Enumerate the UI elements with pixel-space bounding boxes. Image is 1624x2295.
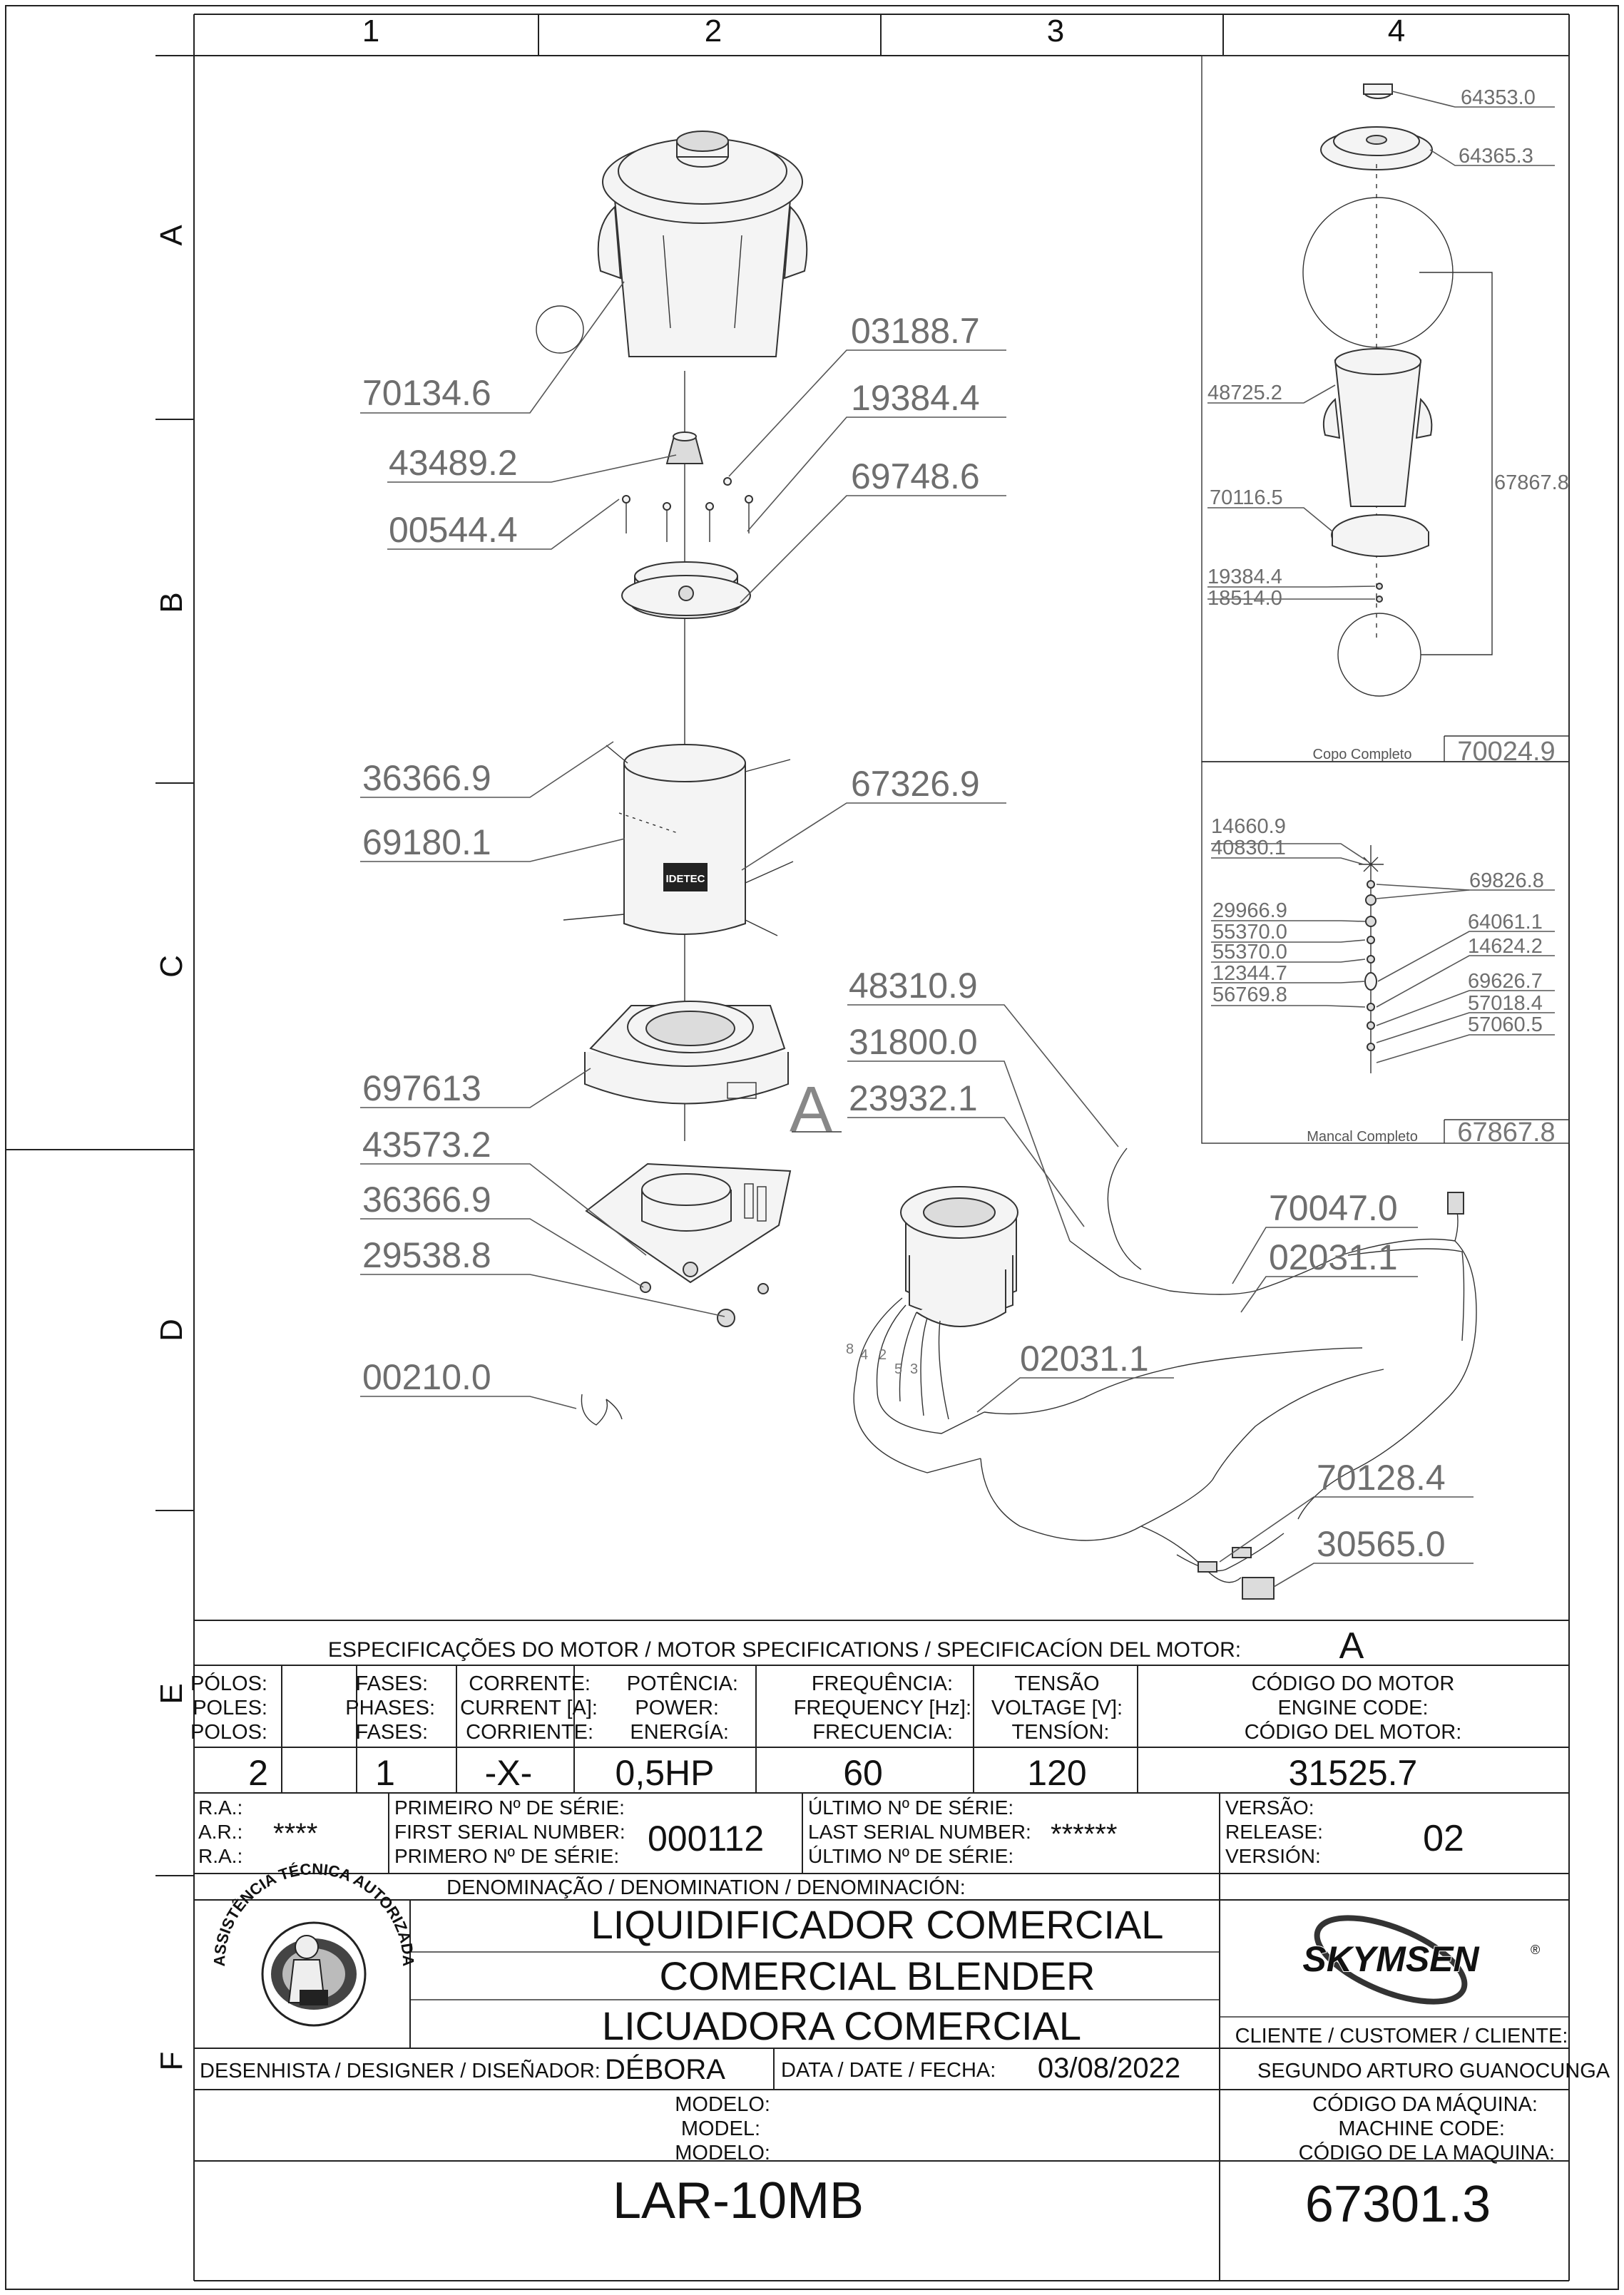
grid-row-f: F <box>154 2051 189 2071</box>
motor-spec-title-value: A <box>1339 1625 1364 1667</box>
svg-text:TENSÃO: TENSÃO <box>1014 1672 1100 1695</box>
svg-text:POLOS:: POLOS: <box>190 1721 267 1744</box>
mancal-callout-64061-1: 64061.1 <box>1468 911 1543 934</box>
grid-row-d: D <box>154 1319 189 1341</box>
product-name-en: COMERCIAL BLENDER <box>659 1953 1096 1998</box>
grid-row-c: C <box>154 955 189 978</box>
motor-spec-title: ESPECIFICAÇÕES DO MOTOR / MOTOR SPECIFICATIONS / SPECIFICACÍON DEL MOTOR: <box>327 1638 1242 1662</box>
mancal-callout-69826-8: 69826.8 <box>1469 869 1544 892</box>
svg-text:MODEL:: MODEL: <box>680 2117 760 2140</box>
model-value: LAR-10MB <box>612 2172 864 2229</box>
svg-text:CÓDIGO DA MÁQUINA:: CÓDIGO DA MÁQUINA: <box>1312 2093 1538 2116</box>
mancal-callout-14624-2: 14624.2 <box>1468 935 1543 958</box>
grid-column-1: 1 <box>362 14 380 48</box>
callout-02031-1: 02031.1 <box>1269 1237 1398 1277</box>
mancal-callout-69626-7: 69626.7 <box>1468 970 1543 993</box>
spec-value-current: -X- <box>484 1753 533 1793</box>
svg-text:ÚLTIMO Nº DE SÉRIE:: ÚLTIMO Nº DE SÉRIE: <box>808 1796 1014 1819</box>
svg-text:POTÊNCIA:: POTÊNCIA: <box>626 1672 738 1695</box>
svg-text:FASES:: FASES: <box>355 1721 428 1744</box>
svg-text:LAST SERIAL NUMBER:: LAST SERIAL NUMBER: <box>808 1821 1031 1843</box>
wire-number-5: 5 <box>894 1361 903 1377</box>
mancal-callout-55370-0-b: 55370.0 <box>1212 941 1287 964</box>
wire-number-8: 8 <box>846 1341 854 1357</box>
svg-text:CORRIENTE:: CORRIENTE: <box>466 1721 593 1744</box>
callout-00210-0: 00210.0 <box>362 1357 491 1397</box>
copo-callout-48725-2: 48725.2 <box>1207 382 1282 404</box>
first-serial-value: 000112 <box>648 1819 765 1859</box>
mancal-callout-29966-9: 29966.9 <box>1212 899 1287 922</box>
callout-697613: 697613 <box>362 1068 481 1108</box>
svg-text:PHASES:: PHASES: <box>345 1697 435 1719</box>
callout-23932-1: 23932.1 <box>849 1078 978 1118</box>
svg-text:PRIMEIRO Nº DE SÉRIE:: PRIMEIRO Nº DE SÉRIE: <box>394 1796 625 1819</box>
callout-19384-4: 19384.4 <box>851 378 980 418</box>
blender-jar <box>598 131 807 357</box>
svg-text:CÓDIGO DE LA MAQUINA:: CÓDIGO DE LA MAQUINA: <box>1298 2142 1555 2164</box>
wire-number-4: 4 <box>860 1347 869 1363</box>
svg-text:ÚLTIMO Nº DE SÉRIE:: ÚLTIMO Nº DE SÉRIE: <box>808 1845 1014 1867</box>
section-mark-a: A <box>789 1074 833 1145</box>
date-label: DATA / DATE / FECHA: <box>781 2059 996 2082</box>
svg-text:CURRENT [A]:: CURRENT [A]: <box>460 1697 598 1719</box>
copo-callout-19384-4: 19384.4 <box>1207 566 1282 588</box>
svg-text:FREQUENCY [Hz]:: FREQUENCY [Hz]: <box>793 1697 971 1719</box>
svg-text:MODELO:: MODELO: <box>675 2093 770 2116</box>
grid-row-b: B <box>154 592 189 613</box>
callout-67326-9: 67326.9 <box>851 764 980 804</box>
svg-text:FRECUENCIA:: FRECUENCIA: <box>812 1721 953 1744</box>
grid-column-3: 3 <box>1046 14 1065 48</box>
svg-text:R.A.:: R.A.: <box>198 1796 243 1819</box>
mancal-callout-56769-8: 56769.8 <box>1212 983 1287 1006</box>
power-plug <box>1448 1192 1464 1214</box>
svg-text:FREQUÊNCIA:: FREQUÊNCIA: <box>811 1672 953 1695</box>
spec-value-frequency: 60 <box>843 1753 883 1793</box>
spec-value-voltage: 120 <box>1027 1753 1087 1793</box>
mancal-completo-code: 67867.8 <box>1457 1118 1556 1148</box>
mancal-callout-40830-1: 40830.1 <box>1211 837 1286 859</box>
callout-43489-2: 43489.2 <box>389 443 518 483</box>
set-screw <box>724 478 731 485</box>
copo-completo-caption: Copo Completo <box>1312 747 1412 762</box>
svg-text:CORRENTE:: CORRENTE: <box>469 1672 591 1695</box>
callout-36366-9-b: 36366.9 <box>362 1180 491 1220</box>
date-value: 03/08/2022 <box>1037 2053 1181 2084</box>
svg-text:MACHINE CODE:: MACHINE CODE: <box>1338 2117 1505 2140</box>
grid-row-e: E <box>154 1683 189 1704</box>
svg-text:RELEASE:: RELEASE: <box>1225 1821 1323 1843</box>
copo-callout-64365-3: 64365.3 <box>1459 145 1533 168</box>
svg-text:POWER:: POWER: <box>635 1697 719 1719</box>
svg-text:PÓLOS:: PÓLOS: <box>190 1672 267 1695</box>
mancal-callout-57060-5: 57060.5 <box>1468 1013 1543 1036</box>
svg-text:VERSÃO:: VERSÃO: <box>1225 1796 1314 1819</box>
mancal-callout-55370-0: 55370.0 <box>1212 921 1287 944</box>
svg-text:ENGINE CODE:: ENGINE CODE: <box>1277 1697 1429 1719</box>
switch-button <box>1242 1578 1274 1599</box>
callout-70128-4: 70128.4 <box>1317 1458 1446 1498</box>
spec-value-engine-code: 31525.7 <box>1288 1753 1418 1793</box>
svg-text:FIRST SERIAL NUMBER:: FIRST SERIAL NUMBER: <box>394 1821 625 1843</box>
brand-name: SKYMSEN <box>1302 1939 1479 1979</box>
callout-70047-0: 70047.0 <box>1269 1188 1398 1228</box>
copo-callout-67867-8: 67867.8 <box>1494 471 1569 494</box>
rubber-foot <box>717 1309 735 1327</box>
svg-text:TENSÍON:: TENSÍON: <box>1011 1721 1110 1744</box>
callout-29538-8: 29538.8 <box>362 1235 491 1275</box>
svg-text:POLES:: POLES: <box>193 1697 267 1719</box>
svg-text:A.R.:: A.R.: <box>198 1821 243 1843</box>
svg-text:CÓDIGO DO MOTOR: CÓDIGO DO MOTOR <box>1251 1672 1455 1695</box>
copo-callout-70116-5: 70116.5 <box>1210 486 1283 509</box>
callout-31800-0: 31800.0 <box>849 1022 978 1062</box>
mancal-callout-12344-7: 12344.7 <box>1212 962 1287 985</box>
copo-callout-64353-0: 64353.0 <box>1461 86 1536 109</box>
spec-value-phases: 1 <box>375 1753 395 1793</box>
svg-text:R.A.:: R.A.: <box>198 1845 243 1867</box>
copo-callout-18514-0: 18514.0 <box>1207 587 1282 610</box>
mancal-callout-57018-4: 57018.4 <box>1468 992 1543 1015</box>
callout-48310-9: 48310.9 <box>849 966 978 1006</box>
seal-text: ASSISTÊNCIA TÉCNICA AUTORIZADA <box>210 1860 418 1967</box>
callout-30565-0: 30565.0 <box>1317 1524 1446 1564</box>
wire-number-3: 3 <box>910 1361 919 1377</box>
wire-number-2: 2 <box>879 1347 887 1363</box>
svg-text:PRIMERO Nº DE SÉRIE:: PRIMERO Nº DE SÉRIE: <box>394 1845 620 1867</box>
jar-base-plate <box>622 562 750 618</box>
spec-value-power: 0,5HP <box>615 1753 715 1793</box>
svg-text:VERSIÓN:: VERSIÓN: <box>1225 1845 1321 1867</box>
brand-registered-mark: ® <box>1531 1943 1541 1957</box>
housing-logo: IDETEC <box>665 873 705 885</box>
machine-code-value: 67301.3 <box>1304 2176 1491 2233</box>
svg-text:CÓDIGO DEL MOTOR:: CÓDIGO DEL MOTOR: <box>1244 1721 1462 1744</box>
ra-value: **** <box>273 1818 318 1849</box>
callout-69180-1: 69180.1 <box>362 822 491 862</box>
grid-column-4: 4 <box>1387 14 1406 48</box>
callout-43573-2: 43573.2 <box>362 1125 491 1165</box>
copo-completo-code: 70024.9 <box>1457 737 1556 767</box>
grid-column-2: 2 <box>704 14 722 48</box>
denomination-label: DENOMINAÇÃO / DENOMINATION / DENOMINACIÓN: <box>446 1876 966 1899</box>
designer-label: DESENHISTA / DESIGNER / DISEÑADOR: <box>200 2060 601 2082</box>
callout-03188-7: 03188.7 <box>851 311 980 351</box>
svg-text:VOLTAGE [V]:: VOLTAGE [V]: <box>991 1697 1123 1719</box>
designer-value: DÉBORA <box>605 2054 725 2085</box>
mancal-completo-caption: Mancal Completo <box>1307 1129 1418 1145</box>
product-name-pt: LIQUIDIFICADOR COMERCIAL <box>591 1902 1164 1947</box>
product-name-es: LICUADORA COMERCIAL <box>601 2003 1082 2048</box>
client-value: SEGUNDO ARTURO GUANOCUNGA <box>1257 2060 1610 2082</box>
svg-text:MODELO:: MODELO: <box>675 2142 770 2164</box>
svg-text:FASES:: FASES: <box>355 1672 428 1695</box>
callout-00544-4: 00544.4 <box>389 510 518 550</box>
callout-69748-6: 69748.6 <box>851 456 980 496</box>
callout-70134-6: 70134.6 <box>362 373 491 413</box>
last-serial-value: ****** <box>1051 1819 1118 1850</box>
grid-row-a: A <box>154 225 189 246</box>
version-value: 02 <box>1423 1818 1464 1859</box>
svg-text:ENERGÍA:: ENERGÍA: <box>630 1721 729 1744</box>
client-label: CLIENTE / CUSTOMER / CLIENTE: <box>1235 2025 1568 2048</box>
mancal-callout-14660-9: 14660.9 <box>1211 815 1286 838</box>
callout-02031-1-b: 02031.1 <box>1020 1339 1149 1379</box>
spec-value-poles: 2 <box>248 1753 268 1793</box>
callout-36366-9: 36366.9 <box>362 758 491 798</box>
